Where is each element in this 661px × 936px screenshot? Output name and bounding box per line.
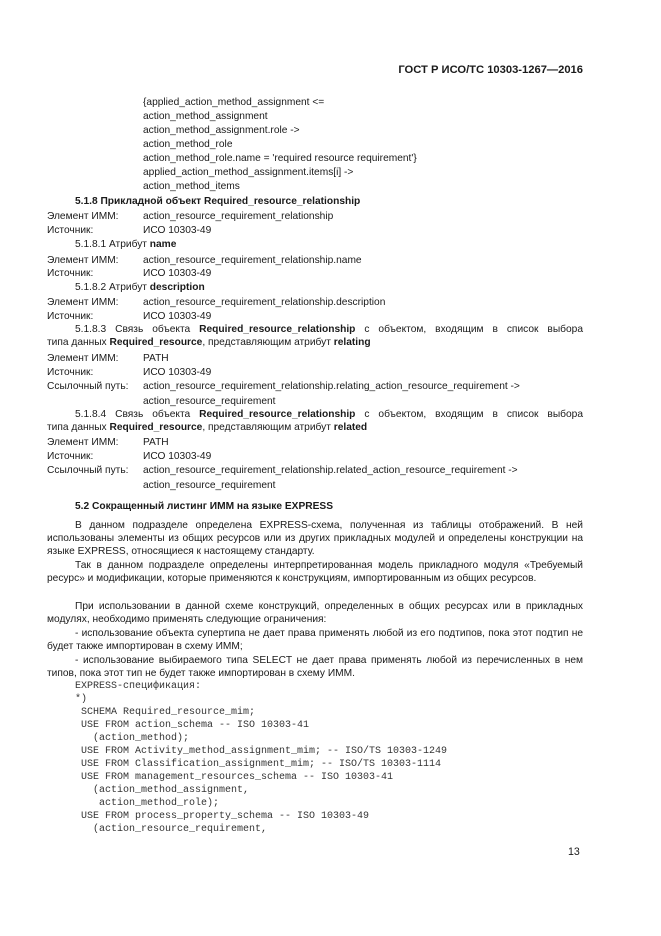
- mapping-line: action_method_role.name = 'required resource requirement'}: [143, 153, 417, 164]
- mapping-line: action_method_assignment: [143, 111, 268, 122]
- row-element: Элемент ИММ: PATH: [47, 437, 169, 448]
- code-line: (action_method);: [81, 733, 190, 744]
- code-line: USE FROM Classification_assignment_mim; -- ISO/TS 10303-1114: [81, 759, 442, 770]
- code-line: (action_resource_requirement,: [81, 824, 268, 835]
- section-heading-5-1-8-1: 5.1.8.1 Атрибут name: [75, 239, 177, 250]
- mapping-line: applied_action_method_assignment.items[i] ->: [143, 167, 354, 178]
- row-source: Источник: ИСО 10303-49: [47, 225, 212, 236]
- row-element: Элемент ИММ: action_resource_requirement_relationship: [47, 211, 334, 222]
- reference-path-cont: action_resource_requirement: [143, 480, 276, 491]
- code-line: USE FROM process_property_schema -- ISO 10303-49: [81, 811, 370, 822]
- mapping-line: action_method_role: [143, 139, 233, 150]
- row-source: Источник: ИСО 10303-49: [47, 367, 212, 378]
- reference-path-cont: action_resource_requirement: [143, 396, 276, 407]
- section-heading-5-1-8: 5.1.8 Прикладной объект Required_resource_relationship: [75, 196, 361, 207]
- paragraph: Так в данном подразделе определены интерпретированная модель прикладного модуля «Требуемый ресурс» и модификации, которые применяются к конструкциям, импортированным из общих ресурсов.: [47, 560, 583, 585]
- code-line: USE FROM action_schema -- ISO 10303-41: [81, 720, 310, 731]
- paragraph: При использовании в данной схеме конструкций, определенных в общих ресурсах или в прикладных модулях, необходимо применять следующие ограничения:: [47, 601, 583, 626]
- express-label: EXPRESS-спецификация:: [75, 681, 202, 692]
- row-source: Источник: ИСО 10303-49: [47, 268, 212, 279]
- mapping-line: action_method_assignment.role ->: [143, 125, 300, 136]
- row-source: Источник: ИСО 10303-49: [47, 311, 212, 322]
- code-line: USE FROM Activity_method_assignment_mim; -- ISO/TS 10303-1249: [81, 746, 448, 757]
- row-element: Элемент ИММ: PATH: [47, 353, 169, 364]
- section-heading-5-1-8-4: 5.1.8.4 Связь объекта Required_resource_relationship с объектом, входящим в список выбора типа данных Required_resource, представляющим атрибут related: [47, 409, 583, 434]
- row-element: Элемент ИММ: action_resource_requirement_relationship.name: [47, 255, 362, 266]
- page-number: 13: [568, 846, 580, 858]
- code-line: USE FROM management_resources_schema -- ISO 10303-41: [81, 772, 394, 783]
- section-heading-5-2: 5.2 Сокращенный листинг ИММ на языке EXPRESS: [75, 501, 334, 512]
- code-line: action_method_role);: [81, 798, 220, 809]
- mapping-line: action_method_items: [143, 181, 240, 192]
- row-reference-path: Ссылочный путь: action_resource_requirement_relationship.related_action_resource_requirement ->: [47, 465, 518, 476]
- row-element: Элемент ИММ: action_resource_requirement_relationship.description: [47, 297, 386, 308]
- row-reference-path: Ссылочный путь: action_resource_requirement_relationship.relating_action_resource_requirement ->: [47, 381, 520, 392]
- section-heading-5-1-8-3: 5.1.8.3 Связь объекта Required_resource_relationship с объектом, входящим в список выбора типа данных Required_resource, представляющим атрибут relating: [47, 324, 583, 349]
- row-source: Источник: ИСО 10303-49: [47, 451, 212, 462]
- list-item: - использование выбираемого типа SELECT не дает права применять любой из перечисленных в нем типов, пока этот тип не будет также импортирован в схему ИММ.: [47, 655, 583, 680]
- list-item: - использование объекта супертипа не дает права применять любой из его подтипов, пока этот подтип не будет также импортирован в схему ИММ;: [47, 628, 583, 653]
- mapping-line: {applied_action_method_assignment <=: [143, 97, 325, 108]
- paragraph: В данном подразделе определена EXPRESS-схема, полученная из таблицы отображений. В ней использованы элементы из общих ресурсов или из других прикладных модулей и определены конструкции на языке EXPRESS, относящиеся к настоящему стандарту.: [47, 520, 583, 558]
- code-line: SCHEMA Required_resource_mim;: [81, 707, 256, 718]
- section-heading-5-1-8-2: 5.1.8.2 Атрибут description: [75, 282, 205, 293]
- express-comment-close: *): [75, 694, 88, 705]
- code-line: (action_method_assignment,: [81, 785, 250, 796]
- running-header: ГОСТ Р ИСО/ТС 10303-1267—2016: [398, 64, 583, 76]
